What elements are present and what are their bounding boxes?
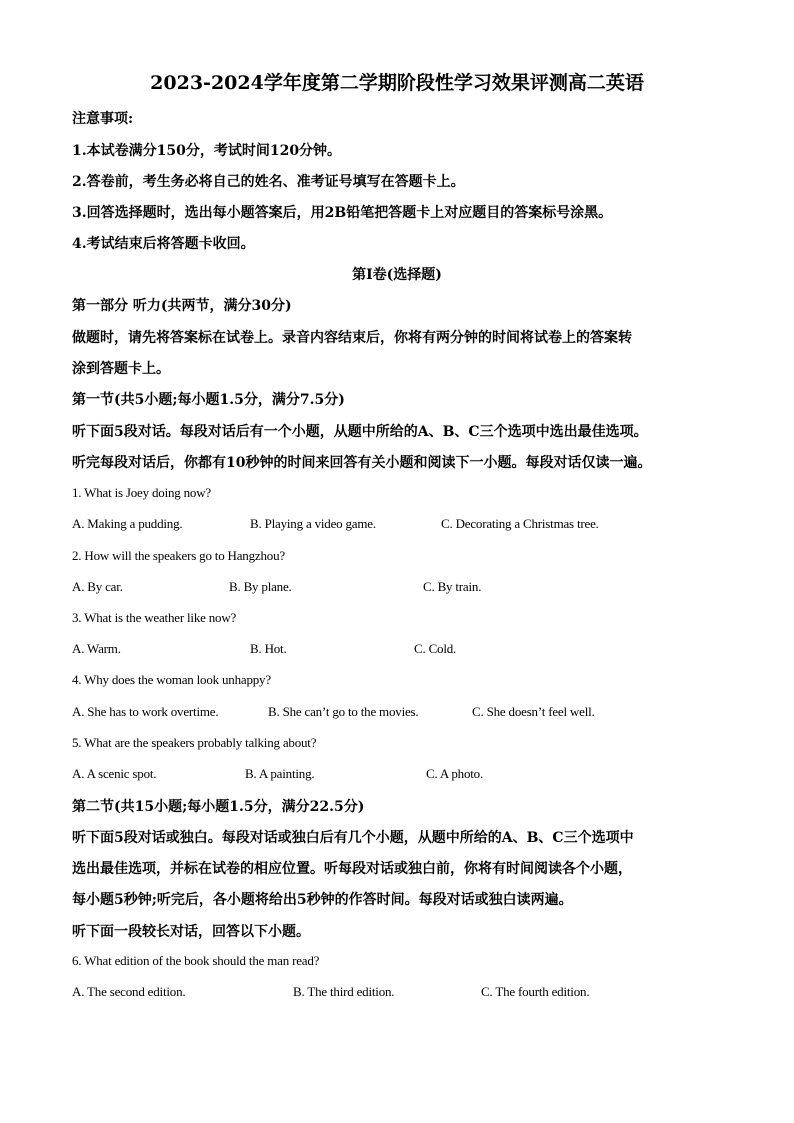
part1-instruction-2: 涂到答题卡上。: [72, 361, 170, 377]
q1-option-b: B. Playing a video game.: [250, 516, 376, 531]
q4-option-c: C. She doesn’t feel well.: [472, 704, 595, 719]
question-6: 6. What edition of the book should the man read?: [72, 953, 320, 968]
q6-option-b: B. The third edition.: [293, 984, 395, 999]
part1-heading: 第一部分 听力(共两节，满分30分): [72, 298, 292, 314]
section2-instruction-3: 每小题5秒钟;听完后，各小题将给出5秒钟的作答时间。每段对话或独白读两遍。: [72, 892, 573, 908]
question-4: 4. Why does the woman look unhappy?: [72, 672, 271, 687]
question-5: 5. What are the speakers probably talking about?: [72, 735, 317, 750]
q2-option-c: C. By train.: [423, 579, 482, 594]
notice-item-2: 2.答卷前，考生务必将自己的姓名、准考证号填写在答题卡上。: [72, 174, 465, 190]
q5-option-a: A. A scenic spot.: [72, 766, 157, 781]
exam-title: 2023-2024学年度第二学期阶段性学习效果评测高二英语: [150, 72, 644, 94]
notice-item-1: 1.本试卷满分150分，考试时间120分钟。: [72, 143, 342, 159]
q1-option-a: A. Making a pudding.: [72, 516, 183, 531]
section1-instruction-2: 听完每段对话后，你都有10秒钟的时间来回答有关小题和阅读下一小题。每段对话仅读一遍。: [72, 455, 652, 471]
question-1: 1. What is Joey doing now?: [72, 485, 211, 500]
q6-option-c: C. The fourth edition.: [481, 984, 590, 999]
q5-option-c: C. A photo.: [426, 766, 484, 781]
q3-option-c: C. Cold.: [414, 641, 457, 656]
q5-option-b: B. A painting.: [245, 766, 315, 781]
q6-option-a: A. The second edition.: [72, 984, 186, 999]
section1-heading: 第一节(共5小题;每小题1.5分，满分7.5分): [72, 392, 345, 408]
q2-option-a: A. By car.: [72, 579, 123, 594]
notice-item-3: 3.回答选择题时，选出每小题答案后，用2B铅笔把答题卡上对应题目的答案标号涂黑。: [72, 205, 613, 221]
volume-title: 第I卷(选择题): [352, 267, 442, 283]
notice-heading: 注意事项:: [72, 111, 134, 127]
q3-option-a: A. Warm.: [72, 641, 121, 656]
section2-heading: 第二节(共15小题;每小题1.5分，满分22.5分): [72, 799, 365, 815]
q3-option-b: B. Hot.: [250, 641, 287, 656]
q4-option-b: B. She can’t go to the movies.: [268, 704, 419, 719]
q4-option-a: A. She has to work overtime.: [72, 704, 219, 719]
section2-sub-instruction: 听下面一段较长对话，回答以下小题。: [72, 924, 310, 940]
section2-instruction-1: 听下面5段对话或独白。每段对话或独白后有几个小题，从题中所给的A、B、C三个选项中: [72, 830, 634, 846]
notice-item-4: 4.考试结束后将答题卡收回。: [72, 236, 255, 252]
question-2: 2. How will the speakers go to Hangzhou?: [72, 548, 285, 563]
section1-instruction-1: 听下面5段对话。每段对话后有一个小题，从题中所给的A、B、C三个选项中选出最佳选项。: [72, 424, 648, 440]
q2-option-b: B. By plane.: [229, 579, 292, 594]
part1-instruction-1: 做题时，请先将答案标在试卷上。录音内容结束后，你将有两分钟的时间将试卷上的答案转: [72, 330, 632, 346]
q1-option-c: C. Decorating a Christmas tree.: [441, 516, 599, 531]
section2-instruction-2: 选出最佳选项，并标在试卷的相应位置。听每段对话或独白前，你将有时间阅读各个小题，: [72, 861, 632, 877]
question-3: 3. What is the weather like now?: [72, 610, 237, 625]
